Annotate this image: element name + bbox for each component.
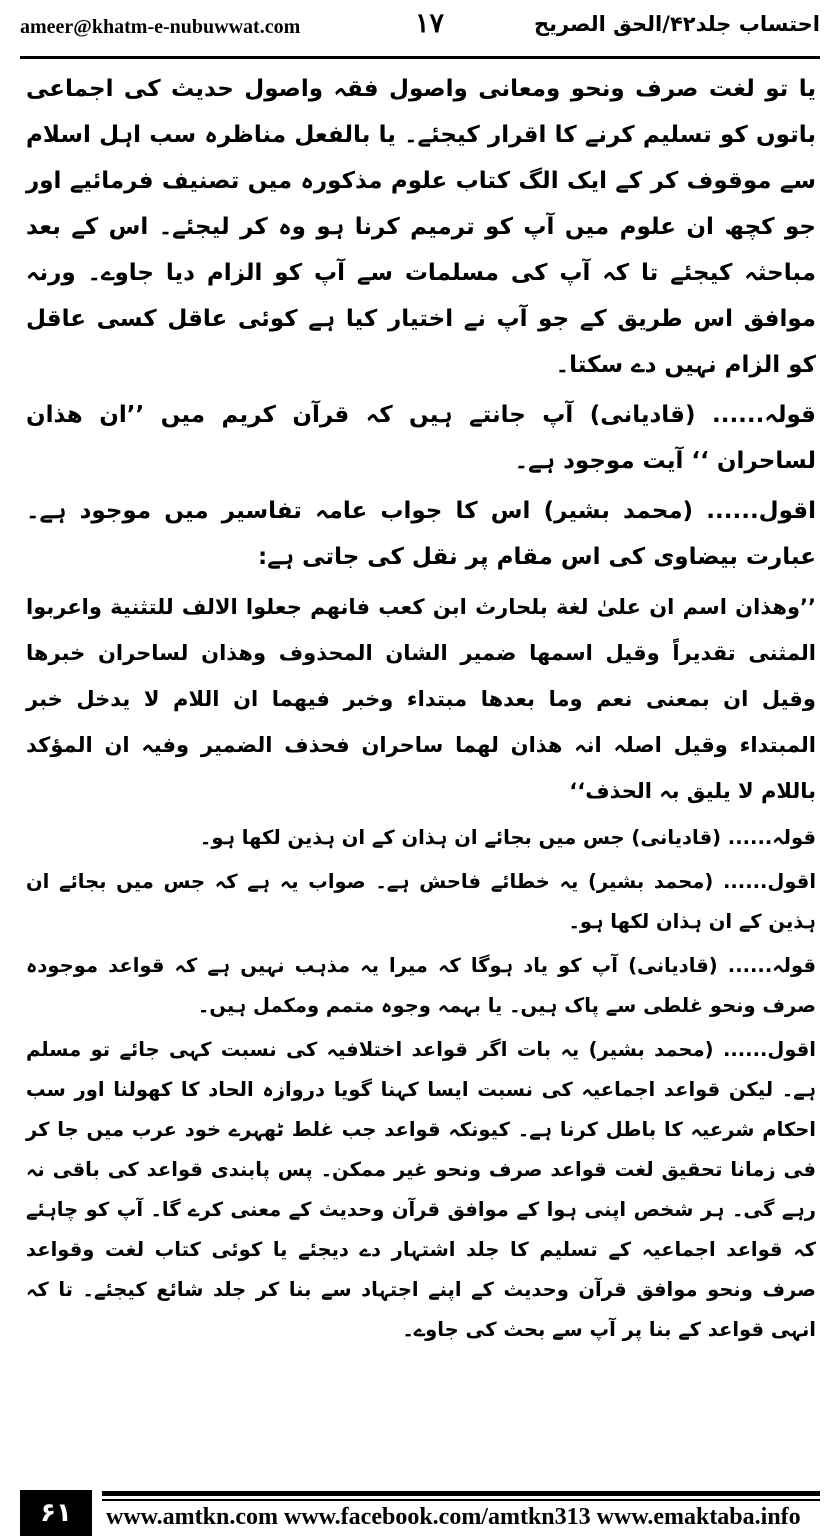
paragraph-bashir-3 <box>26 1030 816 1350</box>
paragraph-text: آپ کو یاد ہوگا کہ میرا یہ مذہب نہیں ہے کہ قواعد موجودہ صرف ونحو غلطی سے پاک ہیں۔ یا بہمہ وجوہ متمم ومکمل ہیں۔ <box>26 954 816 1017</box>
footer-page-number: ۶۱ <box>20 1490 92 1536</box>
footer-websites: www.amtkn.com www.facebook.com/amtkn313 www.emaktaba.info <box>106 1504 801 1530</box>
paragraph-text: آپ جانتے ہیں کہ قرآن کریم میں ’’ان ھذان لساحران ‘‘ آیت موجود ہے۔ <box>26 402 816 474</box>
quotation-text: ’’وھذان اسم ان علیٰ لغة بلحارث ابن کعب فانھم جعلوا الالف للتثنیة واعربوا المثنی تقدیراً وقیل اسمھا ضمیر الشان المحذوف وھذان لساحران خبرھا وقیل ان بمعنی نعم وما بعدھا مبتداء وخبر فیھما ان اللام لا یدخل خبر المبتداء وقیل اصلہ انہ ھذان لھما ساحران فحذف الضمیر وفیہ ان المؤکد باللام لا یلیق بہ الحذف‘‘ <box>26 595 816 803</box>
paragraph-bashir-1 <box>26 488 816 580</box>
paragraph-text: یا تو لغت صرف ونحو ومعانی واصول فقہ واصول حدیث کی اجماعی باتوں کو تسلیم کرنے کا اقرار کیجئے۔ یا بالفعل مناظرہ سب اہل اسلام سے موقوف کر کے ایک الگ کتاب علوم مذکورہ میں تصنیف فرمائیے اور جو کچھ ان علوم میں آپ کو ترمیم کرنا ہو وہ کر لیجئے۔ اس کے بعد مباحثہ کیجئے تا کہ آپ کی مسلمات سے آپ کو الزام دیا جاوے۔ ورنہ موافق اس طریق کے جو آپ نے اختیار کیا ہے کوئی عاقل کسی عاقل کو الزام نہیں دے سکتا۔ <box>26 76 816 378</box>
header-page-number: ۱۷ <box>415 8 445 39</box>
paragraph-intro <box>26 66 816 388</box>
header-rule <box>20 56 820 59</box>
footer-rule <box>102 1491 820 1496</box>
paragraph-qadiani-1 <box>26 392 816 484</box>
footer-rule-thin <box>102 1499 820 1501</box>
speaker-label: اقول...... (محمد بشیر) <box>588 870 817 893</box>
speaker-label: قولہ...... (قادیانی) <box>589 402 816 428</box>
speaker-label: قولہ...... (قادیانی) <box>628 954 816 977</box>
paragraph-qadiani-2 <box>26 818 816 858</box>
speaker-label: اقول...... (محمد بشیر) <box>543 498 816 524</box>
speaker-label: اقول...... (محمد بشیر) <box>588 1038 816 1061</box>
page-body <box>26 66 816 1354</box>
paragraph-text: جس میں بجائے ان ہذان کے ان ہذین لکھا ہو۔ <box>199 826 625 849</box>
speaker-label: قولہ...... (قادیانی) <box>631 826 816 849</box>
paragraph-qadiani-3 <box>26 946 816 1026</box>
paragraph-text: اس کا جواب عامہ تفاسیر میں موجود ہے۔ عبارت بیضاوی کی اس مقام پر نقل کی جاتی ہے: <box>26 498 816 570</box>
arabic-quotation <box>26 584 816 814</box>
paragraph-text: یہ خطائے فاحش ہے۔ صواب یہ ہے کہ جس میں بجائے ان ہذین کے ان ہذان لکھا ہو۔ <box>26 870 816 933</box>
page-header <box>20 8 820 54</box>
paragraph-bashir-2 <box>26 862 816 942</box>
header-email: ameer@khatm-e-nubuwwat.com <box>20 16 301 38</box>
paragraph-text: یہ بات اگر قواعد اختلافیہ کی نسبت کہی جائے تو مسلم ہے۔ لیکن قواعد اجماعیہ کی نسبت ایسا کہنا گویا دروازہ الحاد کا کھولنا اور سب احکام شرعیہ کا باطل کرنا ہے۔ کیونکہ قواعد جب غلط ٹھہرے خود عرب میں جا کر فی زمانا تحقیق لغت قواعد صرف ونحو غیر ممکن۔ پس پابندی قواعد کی باقی نہ رہے گی۔ ہر شخص اپنی ہوا کے موافق قرآن وحدیث کے معنی کرے گا۔ آپ کو چاہئے کہ قواعد اجماعیہ کے تسلیم کا جلد اشتہار دے دیجئے یا کوئی کتاب لغت وقواعد صرف ونحو موافق قرآن وحدیث کے اپنے اجتہاد سے بنا کر جلد شائع کیجئے۔ تا کہ انہی قواعد کے بنا پر آپ سے بحث کی جاوے۔ <box>26 1038 816 1341</box>
header-book-title: احتساب جلد۴۲/الحق الصریح <box>533 12 820 36</box>
page-footer <box>20 1490 820 1536</box>
